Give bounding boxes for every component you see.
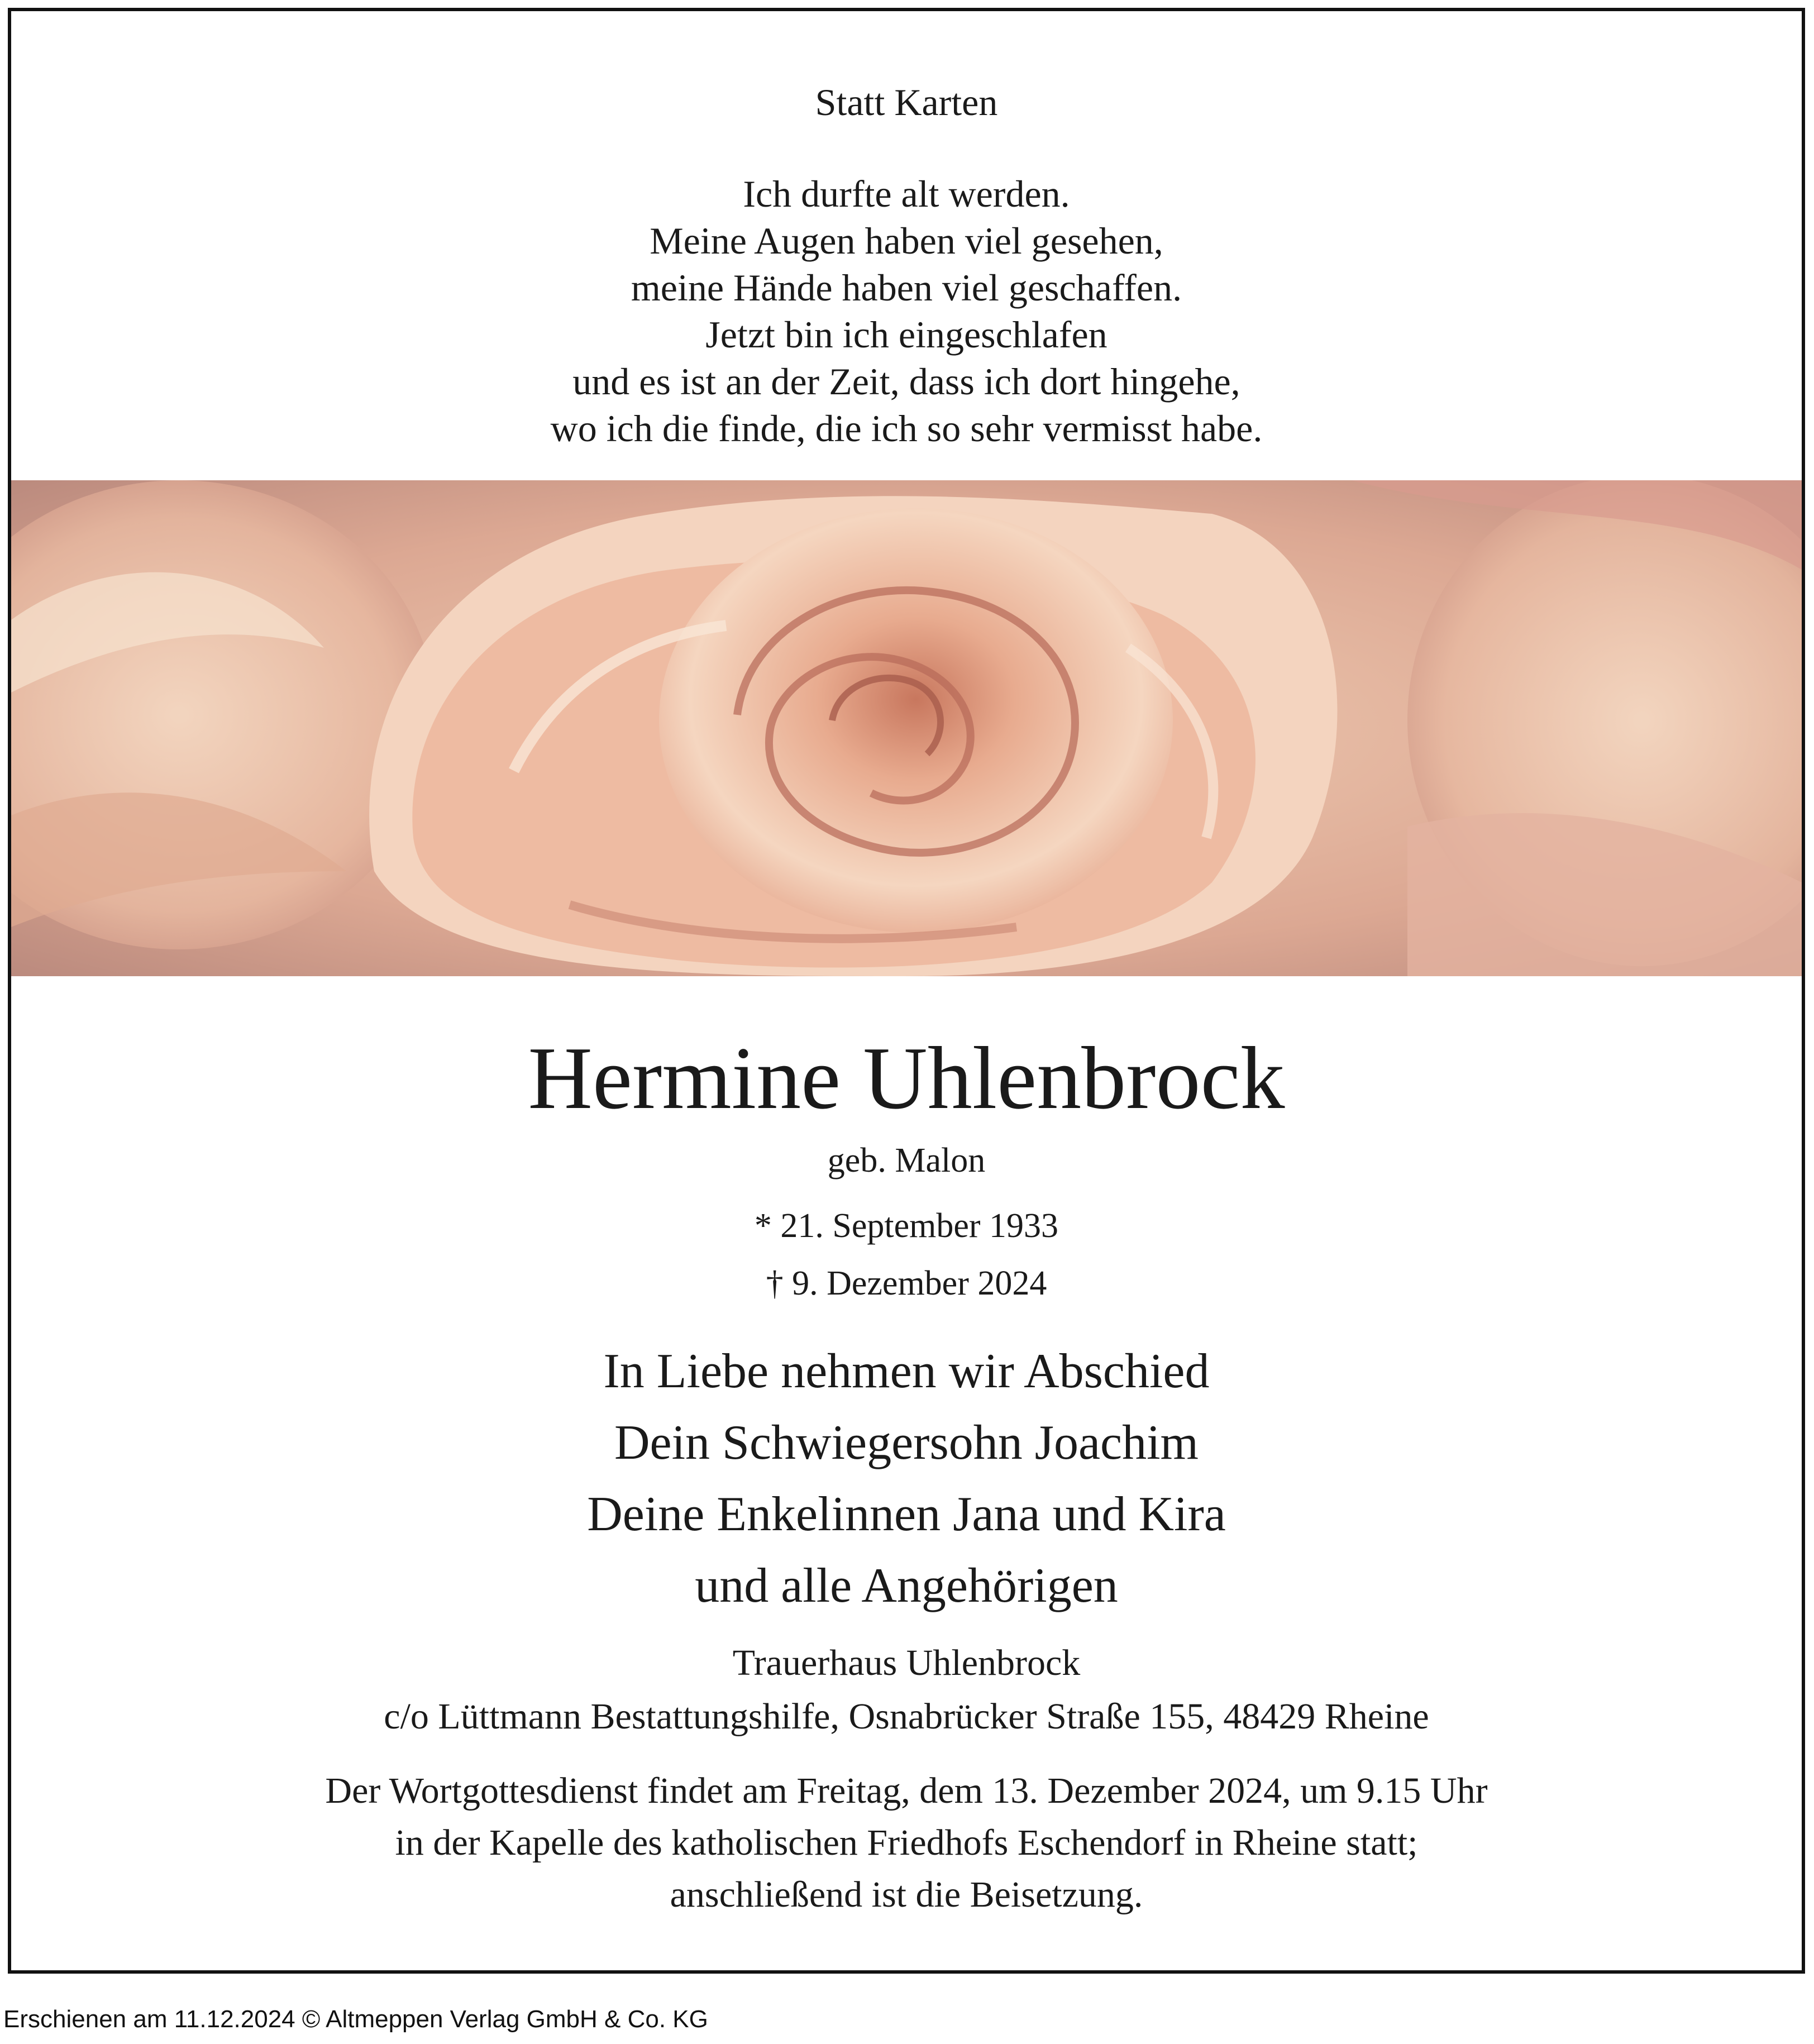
rose-image — [11, 480, 1802, 976]
mourners-line: In Liebe nehmen wir Abschied — [603, 1344, 1210, 1398]
service-line: in der Kapelle des katholischen Friedhofs Eschendorf in Rheine statt; — [395, 1822, 1418, 1863]
poem-line: meine Hände haben viel geschaffen. — [631, 266, 1182, 309]
address-block — [11, 1636, 1802, 1744]
deceased-name: Hermine Uhlenbrock — [528, 1028, 1285, 1128]
mourners-block — [11, 1336, 1802, 1622]
service-line: anschließend ist die Beisetzung. — [670, 1874, 1143, 1915]
address-line: Trauerhaus Uhlenbrock — [732, 1642, 1081, 1683]
address-line: c/o Lüttmann Bestattungshilfe, Osnabrücker Straße 155, 48429 Rheine — [384, 1696, 1429, 1737]
birth-date: * 21. September 1933 — [754, 1207, 1059, 1245]
poem — [11, 170, 1802, 452]
mourners-line: und alle Angehörigen — [695, 1559, 1118, 1613]
service-line: Der Wortgottesdienst findet am Freitag, dem 13. Dezember 2024, um 9.15 Uhr — [325, 1770, 1488, 1811]
birth-name: geb. Malon — [827, 1142, 986, 1179]
rose-photo — [11, 480, 1802, 976]
poem-line: Meine Augen haben viel gesehen, — [650, 219, 1163, 262]
mourners-line: Dein Schwiegersohn Joachim — [614, 1416, 1199, 1470]
poem-line: wo ich die finde, die ich so sehr vermisst habe. — [550, 407, 1263, 450]
poem-line: Ich durfte alt werden. — [743, 173, 1070, 215]
poem-line: und es ist an der Zeit, dass ich dort hingehe, — [572, 360, 1240, 403]
service-info — [11, 1765, 1802, 1921]
publication-footer: Erschienen am 11.12.2024 © Altmeppen Verlag GmbH & Co. KG — [3, 2005, 708, 2033]
poem-line: Jetzt bin ich eingeschlafen — [705, 313, 1108, 356]
death-date: † 9. Dezember 2024 — [766, 1264, 1047, 1302]
obituary-notice — [8, 8, 1805, 1974]
mourners-line: Deine Enkelinnen Jana und Kira — [587, 1487, 1226, 1541]
statt-karten-heading: Statt Karten — [815, 81, 998, 123]
